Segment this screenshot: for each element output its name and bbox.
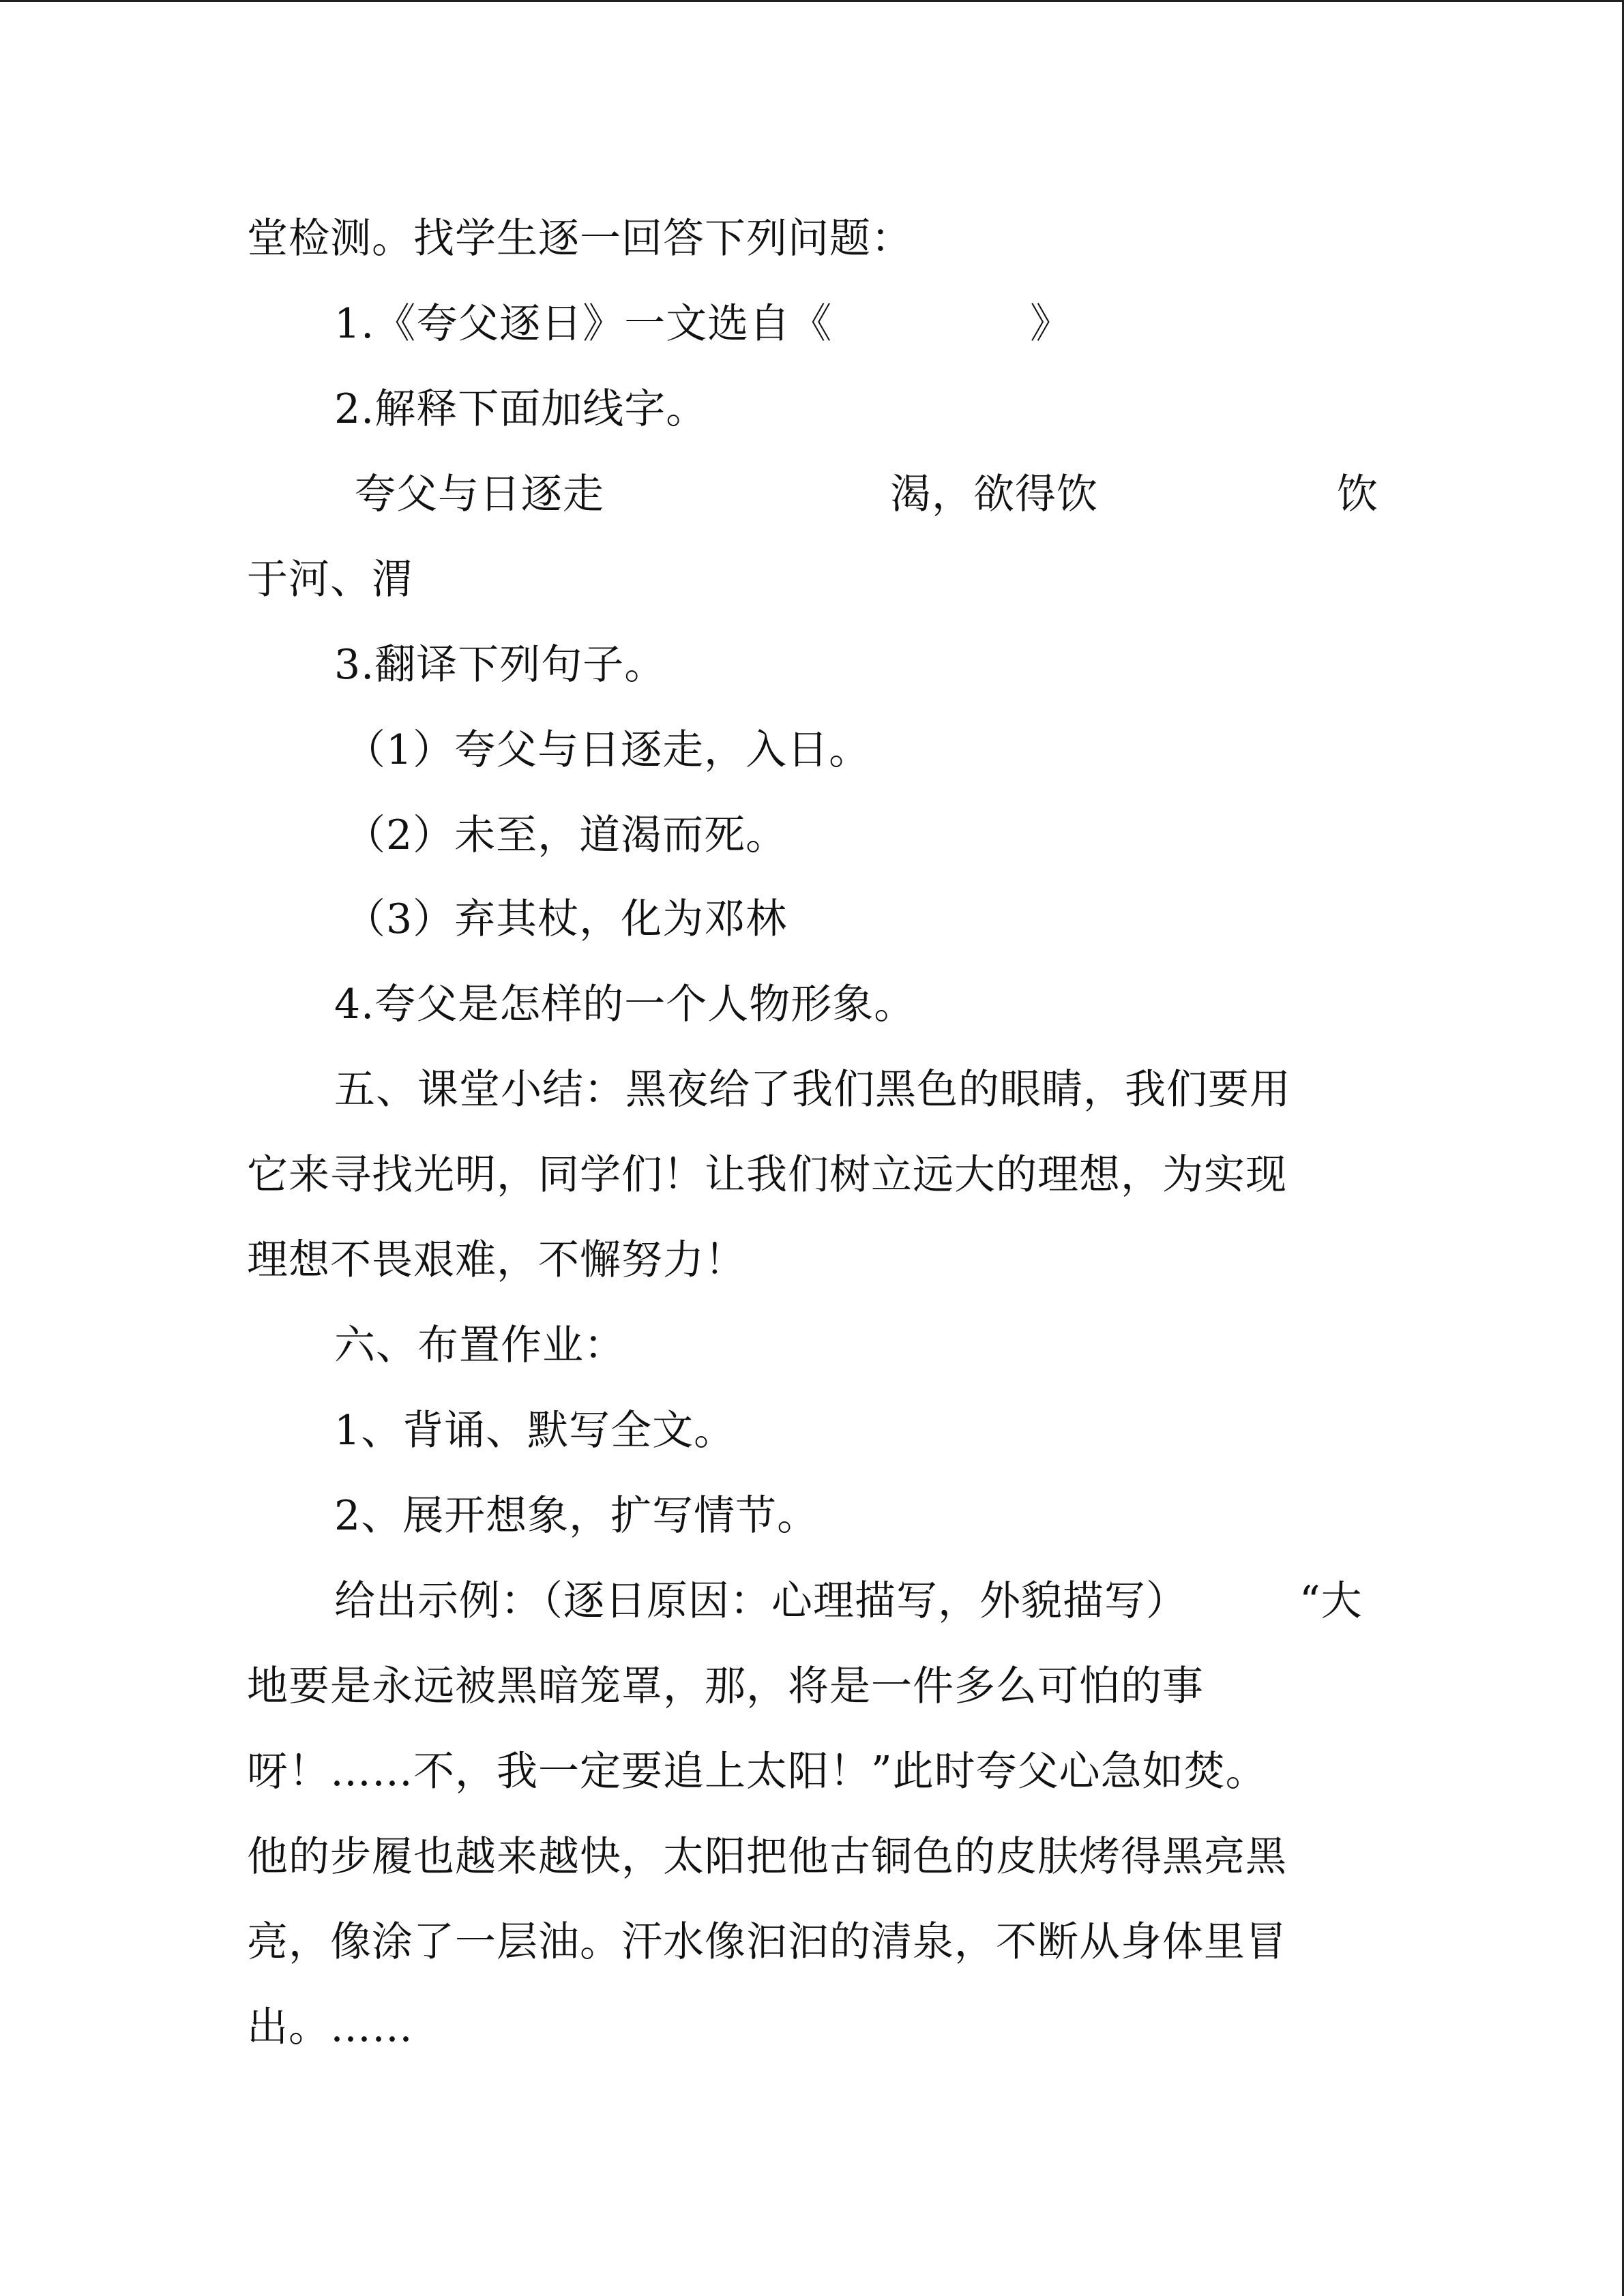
summary-line-3: 理想不畏艰难，不懈努力！: [247, 1236, 746, 1284]
example-line-2: 地要是永远被黑暗笼罩，那，将是一件多么可怕的事: [247, 1663, 1204, 1710]
example-intro: 给出示例：（逐日原因：心理描写，外貌描写）: [334, 1577, 1187, 1625]
q2-phrase-2: 渴，欲得饮: [890, 471, 1098, 518]
question-4: 4.夸父是怎样的一个人物形象。: [334, 981, 916, 1028]
q2-phrase-3-cont: 于河、渭: [247, 556, 413, 603]
q2-phrase-1: 夸父与日逐走: [355, 471, 604, 518]
q3-item-3: （3）弃其杖，化为邓林: [344, 895, 788, 943]
example-line-3: 呀！……不，我一定要追上太阳！”此时夸父心急如焚。: [247, 1748, 1267, 1795]
homework-item-2: 2、展开想象，扩写情节。: [334, 1492, 819, 1540]
q2-phrase-3: 饮: [1337, 471, 1378, 518]
question-1: 1.《夸父逐日》一文选自《: [334, 300, 833, 348]
q3-item-1: （1）夸父与日逐走，入日。: [344, 726, 871, 774]
question-2: 2.解释下面加线字。: [334, 385, 708, 433]
example-line-6: 出。……: [247, 2003, 413, 2051]
example-line-4: 他的步履也越来越快，太阳把他古铜色的皮肤烤得黑亮黑: [247, 1833, 1287, 1881]
page-top-border: [0, 0, 1624, 2]
summary-heading: 五、课堂小结：黑夜给了我们黑色的眼睛，我们要用: [334, 1066, 1291, 1114]
question-1-close-bracket: 》: [1030, 300, 1072, 348]
homework-item-1: 1、背诵、默写全文。: [334, 1407, 736, 1455]
summary-line-2: 它来寻找光明，同学们！让我们树立远大的理想，为实现: [247, 1151, 1287, 1199]
q3-item-2: （2）未至，道渴而死。: [344, 811, 788, 859]
example-line-5: 亮，像涂了一层油。汗水像汩汩的清泉，不断从身体里冒: [247, 1918, 1287, 1966]
text-line-1: 堂检测。找学生逐一回答下列问题：: [247, 215, 913, 263]
example-quote-start: “大: [1299, 1577, 1363, 1625]
homework-heading: 六、布置作业：: [334, 1322, 625, 1369]
question-3: 3.翻译下列句子。: [334, 641, 666, 689]
